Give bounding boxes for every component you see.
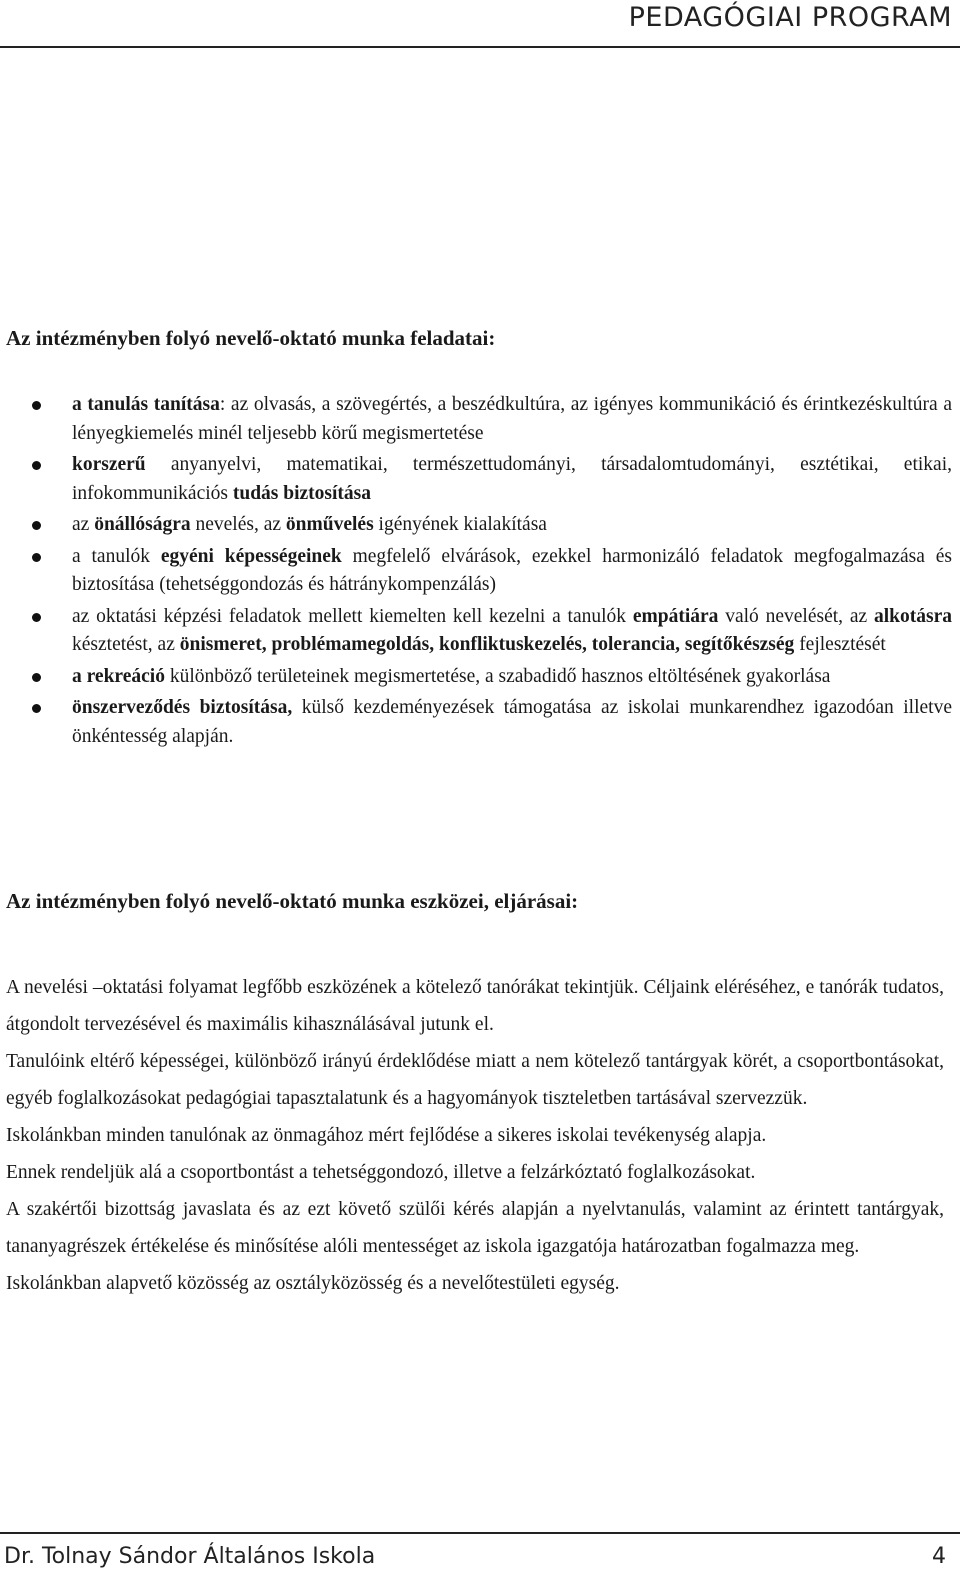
bullet-icon <box>32 461 41 470</box>
bullet-icon <box>32 704 41 713</box>
paragraph: A szakértői bizottság javaslata és az ezt követő szülői kérés alapján a nyelvtanulás, valamint az érintett tantárgyak, tananyagrészek értékelése és minősítése alóli mentességet az iskola igazgatója határozatban fogalmazza meg. <box>6 1199 944 1257</box>
list-item: a tanulás tanítása: az olvasás, a szövegértés, a beszédkultúra, az igényes kommunikáció és érintkezéskultúra a lényegkiemelés minél teljesebb körű megismertetése <box>0 391 960 448</box>
paragraph: Iskolánkban alapvető közösség az osztályközösség és a nevelőtestületi egység. <box>6 1273 620 1294</box>
paragraph: Tanulóink eltérő képességei, különböző irányú érdeklődése miatt a nem kötelező tantárgyak körét, a csoportbontásokat, egyéb foglalkozásokat pedagógiai tapasztalatunk és a hagyományok tiszteletben tartásával szervezzük. <box>6 1051 944 1109</box>
list-item: korszerű anyanyelvi, matematikai, természettudományi, társadalomtudományi, esztétikai, etikai, infokommunikációs tudás biztosítása <box>0 451 960 508</box>
page-footer <box>0 1532 960 1590</box>
list-item: a rekreáció különböző területeinek megismertetése, a szabadidő hasznos eltöltésének gyakorlása <box>0 663 960 692</box>
document-title: PEDAGÓGIAI PROGRAM <box>628 2 952 33</box>
section-heading-tasks: Az intézményben folyó nevelő-oktató munka feladatai: <box>6 326 496 350</box>
section-heading-methods: Az intézményben folyó nevelő-oktató munka eszközei, eljárásai: <box>6 889 579 913</box>
paragraph: Ennek rendeljük alá a csoportbontást a tehetséggondozó, illetve a felzárkóztató foglalkozásokat. <box>6 1162 756 1183</box>
methods-body <box>6 969 944 1302</box>
list-item: a tanulók egyéni képességeinek megfelelő elvárások, ezekkel harmonizáló feladatok megfogalmazása és biztosítása (tehetséggondozás és hátránykompenzálás) <box>0 543 960 600</box>
list-item: önszerveződés biztosítása, külső kezdeményezések támogatása az iskolai munkarendhez igazodóan illetve önkéntesség alapján. <box>0 694 960 751</box>
bullet-icon <box>32 521 41 530</box>
list-item: az önállóságra nevelés, az önművelés igényének kialakítása <box>0 511 960 540</box>
list-item: az oktatási képzési feladatok mellett kiemelten kell kezelni a tanulók empátiára való nevelését, az alkotásra késztetést, az önismeret, problémamegoldás, konfliktuskezelés, tolerancia, segítőkészség fejlesztését <box>0 603 960 660</box>
bullet-icon <box>32 613 41 622</box>
bullet-icon <box>32 673 41 682</box>
footer-school-name: Dr. Tolnay Sándor Általános Iskola <box>4 1544 376 1569</box>
bullet-icon <box>32 401 41 410</box>
bullet-icon <box>32 553 41 562</box>
page-number: 4 <box>932 1544 946 1569</box>
paragraph: A nevelési –oktatási folyamat legfőbb eszközének a kötelező tanórákat tekintjük. Céljaink eléréséhez, e tanórák tudatos, átgondolt tervezésével és maximális kihasználásával jutunk el. <box>6 977 944 1035</box>
page-header <box>0 0 960 48</box>
task-list <box>0 391 960 754</box>
paragraph: Iskolánkban minden tanulónak az önmagához mért fejlődése a sikeres iskolai tevékenység alapja. <box>6 1125 767 1146</box>
